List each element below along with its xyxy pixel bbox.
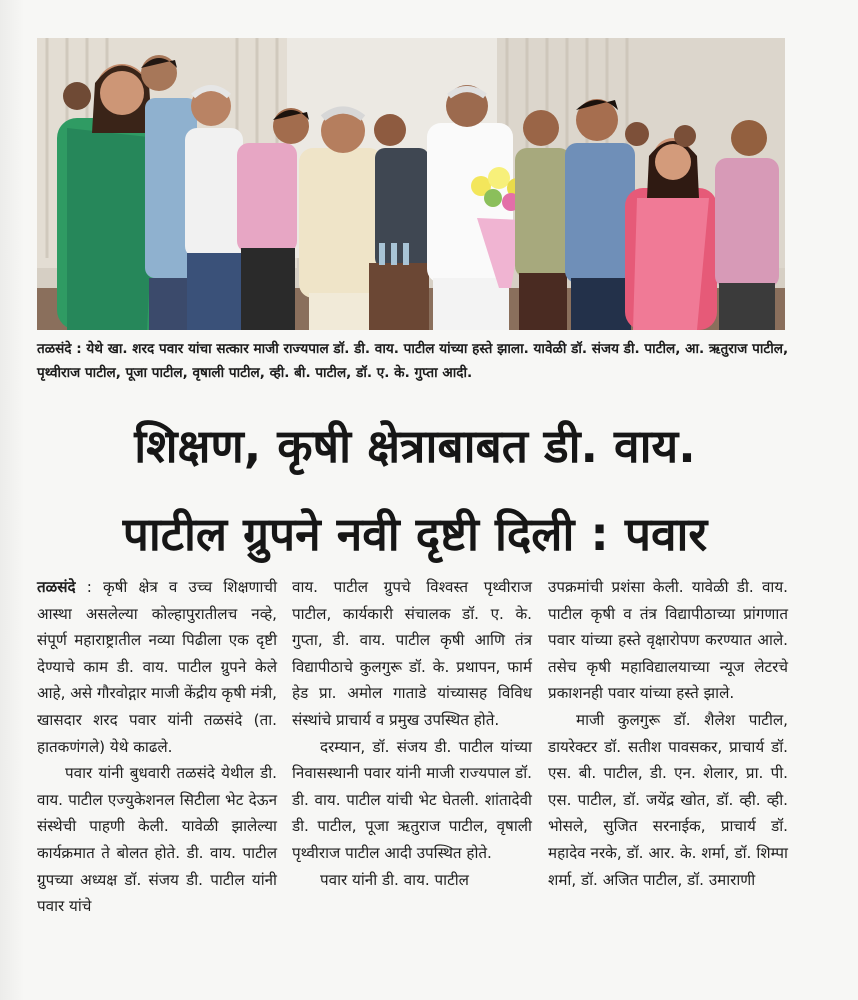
article-column-1 <box>37 574 277 920</box>
article-paragraph: वाय. पाटील ग्रुपचे विश्वस्त पृथ्वीराज पाटील, कार्यकारी संचालक डॉ. ए. के. गुप्ता, डी. वाय. पाटील कृषी आणि तंत्र विद्यापीठाचे कुलगुरू डॉ. के. प्रथापन, फार्म हेड प्रा. अमोल गाताडे यांच्यासह विविध संस्थांचे प्राचार्य व प्रमुख उपस्थित होते. <box>292 578 532 729</box>
article-paragraph: पवार यांनी डी. वाय. पाटील <box>320 870 469 889</box>
dateline: तळसंदे <box>37 578 76 596</box>
page-edge <box>0 0 24 1000</box>
headline <box>30 402 800 578</box>
headline-line-2: पाटील ग्रुपने नवी दृष्टी दिली : पवार <box>122 507 708 561</box>
article-paragraph: उपक्रमांची प्रशंसा केली. यावेळी डी. वाय. पाटील कृषी व तंत्र विद्यापीठाच्या प्रांगणात पवार यांच्या हस्ते वृक्षारोपण करण्यात आले. तसेच कृषी महाविद्यालयाच्या न्यूज लेटरचे प्रकाशनही पवार यांच्या हस्ते झाले. <box>548 578 788 703</box>
caption-text: येथे खा. शरद पवार यांचा सत्कार माजी राज्यपाल डॉ. डी. वाय. पाटील यांच्या हस्ते झाला. यावेळी डॉ. संजय डी. पाटील, आ. ऋतुराज पाटील, पृथ्वीराज पाटील, पूजा पाटील, वृषाली पाटील, व्ही. बी. पाटील, डॉ. ए. के. गुप्ता आदी. <box>37 341 789 381</box>
article-column-3 <box>548 574 788 893</box>
paragraph-text: : कृषी क्षेत्र व उच्च शिक्षणाची आस्था असलेल्या कोल्हापुरातीलच नव्हे, संपूर्ण महाराष्ट्रातील नव्या पिढीला एक दृष्टी देण्याचे काम डी. वाय. पाटील ग्रुपने केले आहे, असे गौरवोद्गार माजी केंद्रीय कृषी मंत्री, खासदार शरद पवार यांनी तळसंदे (ता. हातकणंगले) येथे काढले. <box>37 578 277 756</box>
article-paragraph: माजी कुलगुरू डॉ. शैलेश पाटील, डायरेक्टर डॉ. सतीश पावसकर, प्राचार्य डॉ. एस. बी. पाटील, डी. एन. शेलार, प्रा. पी. एस. पाटील, डॉ. जयेंद्र खोत, डॉ. व्ही. व्ही. भोसले, सुजित सरनाईक, प्राचार्य डॉ. महादेव नरके, डॉ. आर. के. शर्मा, डॉ. शिम्पा शर्मा, डॉ. अजित पाटील, डॉ. उमाराणी <box>548 710 788 889</box>
photo-caption <box>37 337 789 385</box>
article-paragraph: पवार यांनी बुधवारी तळसंदे येथील डी. वाय. पाटील एज्युकेशनल सिटीला भेट देऊन संस्थेची पाहणी केली. यावेळी झालेल्या कार्यक्रमात ते बोलत होते. डी. वाय. पाटील ग्रुपच्या अध्यक्ष डॉ. संजय डी. पाटील यांनी पवार यांचे <box>37 764 277 916</box>
event-photo <box>37 38 785 330</box>
article-paragraph: दरम्यान, डॉ. संजय डी. पाटील यांच्या निवासस्थानी पवार यांनी माजी राज्यपाल डॉ. डी. वाय. पाटील यांची भेट घेतली. शांतादेवी डी. पाटील, पूजा ऋतुराज पाटील, वृषाली पृथ्वीराज पाटील आदी उपस्थित होते. <box>292 737 532 862</box>
article-paragraph <box>37 574 277 760</box>
article-column-2 <box>292 574 532 893</box>
caption-place: तळसंदे : <box>37 341 82 357</box>
headline-line-1: शिक्षण, कृषी क्षेत्राबाबत डी. वाय. <box>134 419 696 473</box>
